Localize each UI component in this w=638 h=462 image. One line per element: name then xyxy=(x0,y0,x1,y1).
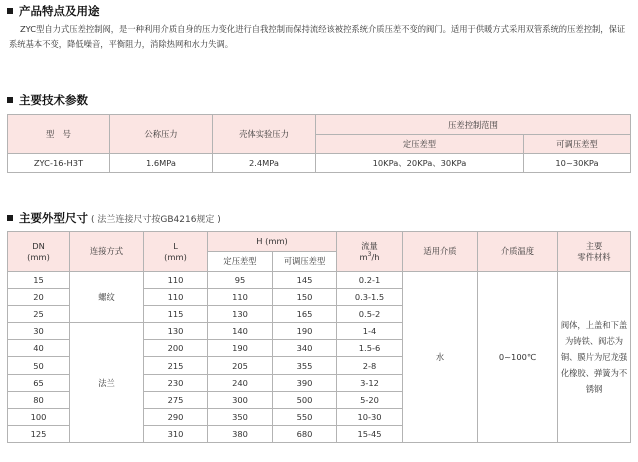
header-flow xyxy=(337,232,403,272)
header-l-label: L xyxy=(173,240,178,251)
cell-dn: 125 xyxy=(8,425,70,442)
header-h: H (mm) xyxy=(208,232,337,252)
cell-temperature: 0~100℃ xyxy=(478,272,558,443)
cell-nominal-pressure: 1.6MPa xyxy=(110,154,213,173)
header-control-range: 压差控制范围 xyxy=(316,115,631,135)
heading-bullet xyxy=(7,97,13,103)
header-shell-test-pressure: 壳体实验压力 xyxy=(213,115,316,154)
cell-flow: 3-12 xyxy=(337,374,403,391)
table-row xyxy=(8,272,631,289)
cell-medium: 水 xyxy=(403,272,478,443)
params-table xyxy=(7,114,631,173)
header-h-adjustable: 可调压差型 xyxy=(273,252,337,272)
cell-h-fixed: 190 xyxy=(208,340,273,357)
features-description: ZYC型自力式压差控制阀，是一种利用介质自身的压力变化进行自我控制而保持流经该被控系统介质压差不变的阀门。适用于供暖方式采用双管系统的压差控制，保证系统基本不变，降低噪音，平衡阻力，消除热网和水力失调。 xyxy=(9,24,626,49)
cell-flow: 10-30 xyxy=(337,408,403,425)
features-title: 产品特点及用途 xyxy=(19,4,100,18)
cell-h-adjustable: 150 xyxy=(273,289,337,306)
cell-dn: 30 xyxy=(8,323,70,340)
cell-l: 290 xyxy=(144,408,208,425)
cell-flow: 5-20 xyxy=(337,391,403,408)
cell-h-fixed: 240 xyxy=(208,374,273,391)
header-flow-unit: m xyxy=(359,251,368,262)
cell-flow: 1.5-6 xyxy=(337,340,403,357)
header-dn-unit: (mm) xyxy=(27,251,50,262)
header-temperature: 介质温度 xyxy=(478,232,558,272)
cell-h-adjustable: 390 xyxy=(273,374,337,391)
cell-h-fixed: 205 xyxy=(208,357,273,374)
cell-l: 110 xyxy=(144,289,208,306)
cell-dn: 20 xyxy=(8,289,70,306)
params-heading xyxy=(7,92,88,108)
cell-connection-thread: 螺纹 xyxy=(70,272,144,323)
header-nominal-pressure: 公称压力 xyxy=(110,115,213,154)
cell-dn: 15 xyxy=(8,272,70,289)
dimensions-note: ( 法兰连接尺寸按GB4216规定 ) xyxy=(91,214,221,225)
cell-dn: 25 xyxy=(8,306,70,323)
dimensions-heading xyxy=(7,210,221,226)
cell-connection-flange: 法兰 xyxy=(70,323,144,443)
header-fixed-type: 定压差型 xyxy=(316,135,524,154)
cell-l: 275 xyxy=(144,391,208,408)
header-h-fixed: 定压差型 xyxy=(208,252,273,272)
cell-model: ZYC-16-H3T xyxy=(8,154,110,173)
dimensions-table xyxy=(7,231,631,443)
header-l-unit: (mm) xyxy=(164,251,187,262)
cell-h-fixed: 380 xyxy=(208,425,273,442)
dimensions-title: 主要外型尺寸 xyxy=(19,211,88,225)
cell-adjustable-range: 10~30KPa xyxy=(524,154,631,173)
heading-bullet xyxy=(7,215,13,221)
header-parts-line1: 主要 xyxy=(585,240,603,251)
cell-flow: 2-8 xyxy=(337,357,403,374)
cell-fixed-range: 10KPa、20KPa、30KPa xyxy=(316,154,524,173)
cell-h-adjustable: 145 xyxy=(273,272,337,289)
features-heading xyxy=(7,3,100,19)
header-model: 型 号 xyxy=(8,115,110,154)
cell-flow: 15-45 xyxy=(337,425,403,442)
cell-l: 310 xyxy=(144,425,208,442)
cell-material: 阀体，上盖和下盖为铸铁、阀芯为铜、膜片为尼龙强化橡胶、弹簧为不锈钢 xyxy=(558,272,631,443)
cell-h-adjustable: 355 xyxy=(273,357,337,374)
cell-shell-test-pressure: 2.4MPa xyxy=(213,154,316,173)
cell-l: 115 xyxy=(144,306,208,323)
cell-h-adjustable: 190 xyxy=(273,323,337,340)
cell-dn: 80 xyxy=(8,391,70,408)
cell-l: 230 xyxy=(144,374,208,391)
header-parts xyxy=(558,232,631,272)
cell-dn: 100 xyxy=(8,408,70,425)
header-flow-label: 流量 xyxy=(361,240,378,251)
header-l xyxy=(144,232,208,272)
cell-h-adjustable: 500 xyxy=(273,391,337,408)
cell-h-adjustable: 680 xyxy=(273,425,337,442)
cell-h-fixed: 130 xyxy=(208,306,273,323)
header-connection: 连接方式 xyxy=(70,232,144,272)
cell-h-fixed: 140 xyxy=(208,323,273,340)
cell-h-fixed: 350 xyxy=(208,408,273,425)
cell-l: 215 xyxy=(144,357,208,374)
header-parts-line2: 零件材料 xyxy=(577,251,611,262)
header-flow-unit-tail: /h xyxy=(371,251,380,262)
cell-flow: 0.3-1.5 xyxy=(337,289,403,306)
cell-l: 200 xyxy=(144,340,208,357)
header-adjustable-type: 可调压差型 xyxy=(524,135,631,154)
cell-flow: 1-4 xyxy=(337,323,403,340)
params-title: 主要技术参数 xyxy=(19,93,88,107)
cell-h-fixed: 300 xyxy=(208,391,273,408)
cell-h-adjustable: 550 xyxy=(273,408,337,425)
heading-bullet xyxy=(7,8,13,14)
cell-l: 110 xyxy=(144,272,208,289)
cell-flow: 0.5-2 xyxy=(337,306,403,323)
cell-h-fixed: 95 xyxy=(208,272,273,289)
cell-dn: 65 xyxy=(8,374,70,391)
header-dn-label: DN xyxy=(32,240,45,251)
cell-flow: 0.2-1 xyxy=(337,272,403,289)
cell-h-adjustable: 340 xyxy=(273,340,337,357)
cell-dn: 50 xyxy=(8,357,70,374)
cell-h-fixed: 110 xyxy=(208,289,273,306)
cell-l: 130 xyxy=(144,323,208,340)
header-dn xyxy=(8,232,70,272)
header-medium: 适用介质 xyxy=(403,232,478,272)
header-flow-unit-sup: 3 xyxy=(367,250,372,258)
cell-dn: 40 xyxy=(8,340,70,357)
cell-h-adjustable: 165 xyxy=(273,306,337,323)
